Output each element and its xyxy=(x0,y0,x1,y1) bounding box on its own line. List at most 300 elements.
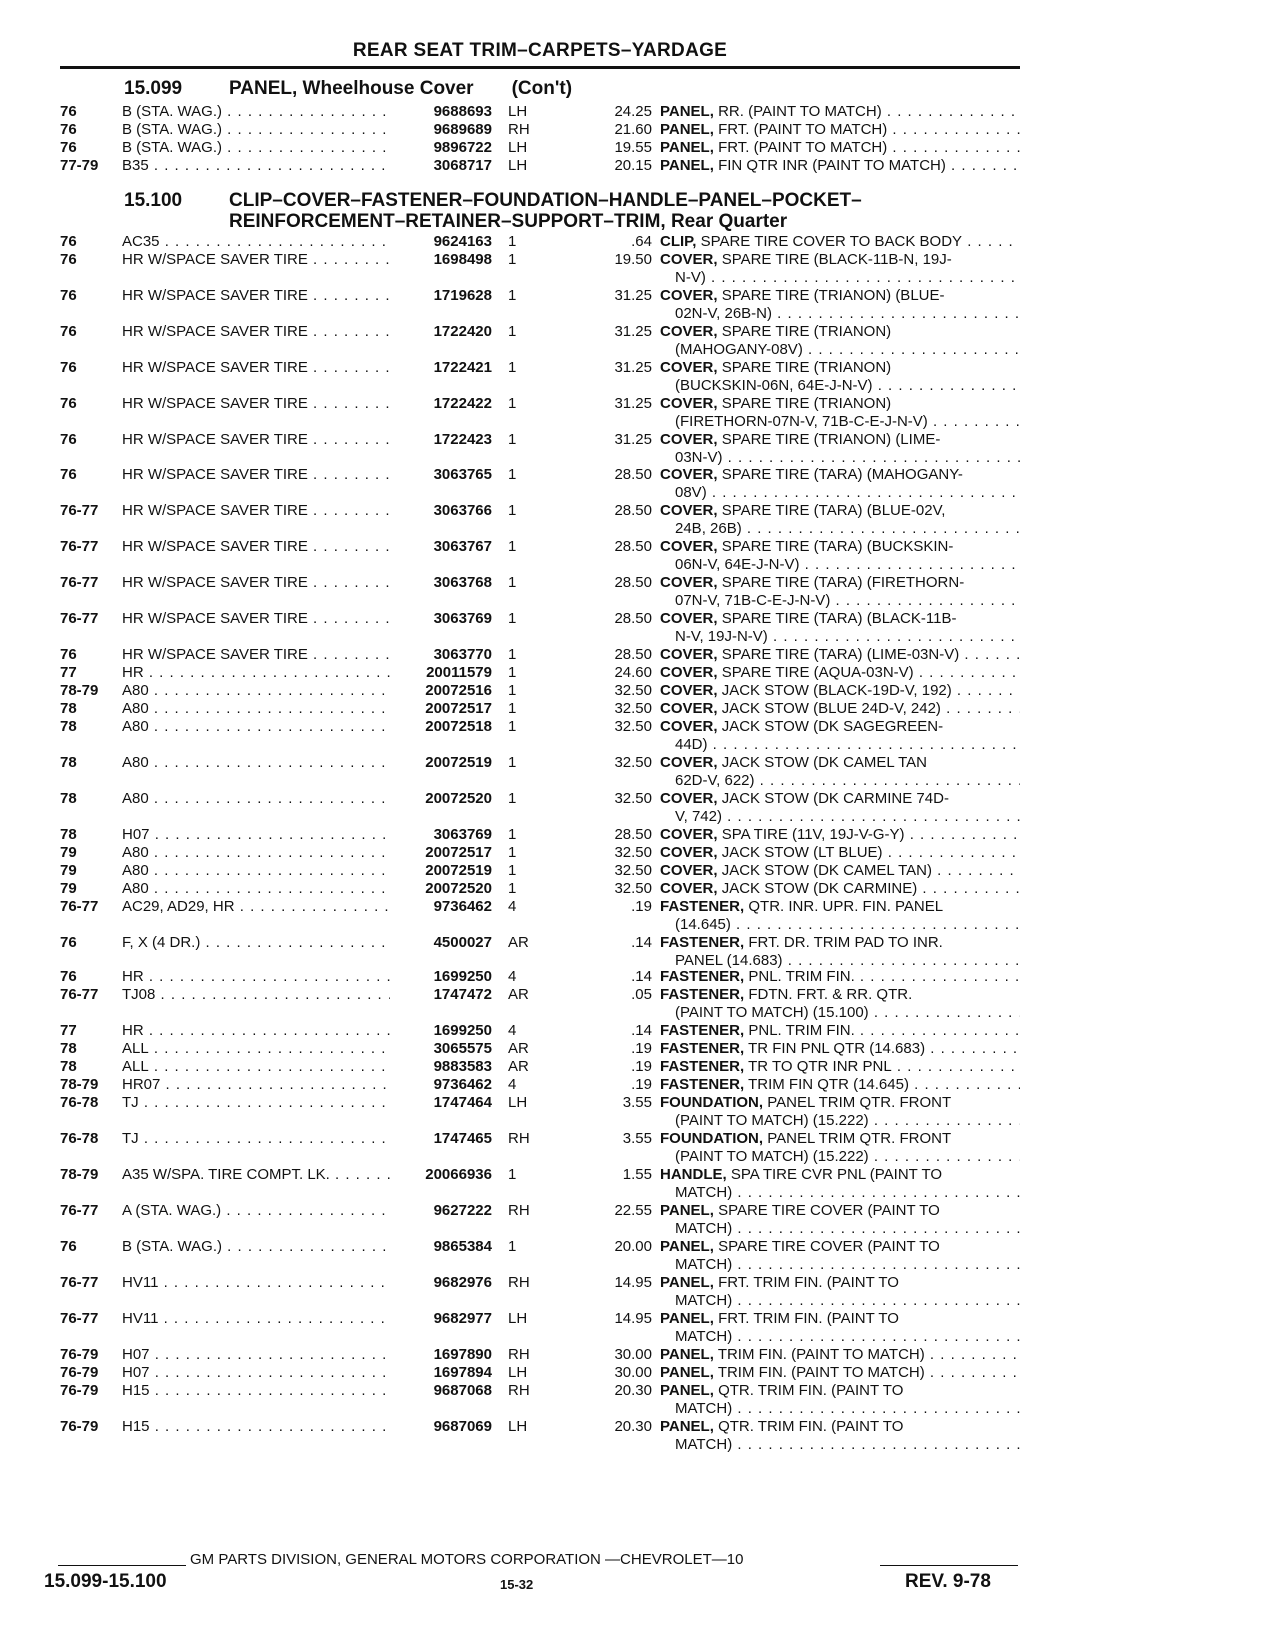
part-detail: FRT. (PAINT TO MATCH) . . . xyxy=(718,121,1020,138)
footer-section-range: 15.099-15.100 xyxy=(44,1571,167,1592)
model-year: 76-77 xyxy=(60,986,99,1003)
price: 28.50 xyxy=(614,826,652,843)
part-detail: SPARE TIRE (TRIANON) xyxy=(721,323,892,340)
part-description xyxy=(660,880,1020,898)
part-detail: JACK STOW (DK CARMINE 74D- xyxy=(721,790,949,807)
part-description xyxy=(660,157,1020,175)
part-detail: QTR. TRIM FIN. (PAINT TO xyxy=(718,1418,904,1435)
part-description-cont: PANEL (14.683) . . . xyxy=(675,952,1020,970)
part-description xyxy=(660,1166,1020,1184)
quantity: 1 xyxy=(508,664,517,681)
quantity: LH xyxy=(508,1310,528,1327)
section-heading xyxy=(124,190,862,232)
price: 3.55 xyxy=(622,1094,652,1111)
table-row xyxy=(60,790,1020,825)
part-detail: JACK STOW (LT BLUE) . . . xyxy=(722,844,1020,861)
part-number: 1699250 xyxy=(390,968,492,986)
price: 32.50 xyxy=(614,682,652,699)
model-code: TJ08 . . . xyxy=(122,986,452,1004)
model-year: 78 xyxy=(60,718,77,735)
part-description xyxy=(660,1346,1020,1364)
price: 19.55 xyxy=(614,139,652,156)
part-type: FASTENER, xyxy=(660,1058,745,1075)
part-number: 20072517 xyxy=(390,844,492,862)
price: .14 xyxy=(631,968,652,985)
price: 32.50 xyxy=(614,790,652,807)
part-description xyxy=(660,754,1020,772)
part-detail: FRT. DR. TRIM PAD TO INR. xyxy=(748,934,943,951)
table-row xyxy=(60,1364,1020,1382)
part-detail: SPARE TIRE (TARA) (MAHOGANY- xyxy=(721,466,963,483)
table-row xyxy=(60,323,1020,358)
part-description-cont: 62D-V, 622) . . . xyxy=(675,772,1020,790)
part-detail: JACK STOW (DK CAMEL TAN xyxy=(721,754,927,771)
model-code: B (STA. WAG.) . . . xyxy=(122,1238,452,1256)
model-year: 76-79 xyxy=(60,1346,99,1363)
part-type: PANEL, xyxy=(660,1310,714,1327)
model-year: 78 xyxy=(60,826,77,843)
part-description xyxy=(660,968,1020,986)
part-description-cont: 24B, 26B) . . . xyxy=(675,520,1020,538)
part-type: FASTENER, xyxy=(660,898,745,915)
part-description xyxy=(660,466,1020,484)
part-description xyxy=(660,790,1020,808)
part-description xyxy=(660,718,1020,736)
part-number: 1697894 xyxy=(390,1364,492,1382)
part-description xyxy=(660,826,1020,844)
part-description xyxy=(660,1382,1020,1400)
part-description xyxy=(660,1418,1020,1436)
quantity: RH xyxy=(508,1274,530,1291)
price: 1.55 xyxy=(622,1166,652,1183)
price: 32.50 xyxy=(614,880,652,897)
model-code: B (STA. WAG.) . . . xyxy=(122,139,452,157)
part-detail: SPARE TIRE COVER (PAINT TO xyxy=(718,1238,940,1255)
model-code: A35 W/SPA. TIRE COMPT. LK. . . . xyxy=(122,1166,452,1184)
part-detail: SPARE TIRE (TRIANON) (LIME- xyxy=(721,431,941,448)
model-year: 76 xyxy=(60,121,77,138)
quantity: RH xyxy=(508,1346,530,1363)
table-row xyxy=(60,466,1020,501)
part-description-cont: 44D) . . . xyxy=(675,736,1020,754)
part-number: 3063770 xyxy=(390,646,492,664)
part-description-cont: MATCH) . . . xyxy=(675,1184,1020,1202)
model-code: B (STA. WAG.) . . . xyxy=(122,103,452,121)
price: 21.60 xyxy=(614,121,652,138)
part-type: PANEL, xyxy=(660,157,714,174)
part-description xyxy=(660,502,1020,520)
quantity: 1 xyxy=(508,1238,517,1255)
table-row xyxy=(60,1094,1020,1129)
table-row xyxy=(60,880,1020,898)
part-detail: JACK STOW (BLACK-19D-V, 192) . . . xyxy=(722,682,1020,699)
quantity: LH xyxy=(508,1418,528,1435)
part-number: 1722423 xyxy=(390,431,492,449)
part-detail: SPARE TIRE (TRIANON) xyxy=(721,395,892,412)
part-number: 20072518 xyxy=(390,718,492,736)
price: .14 xyxy=(631,1022,652,1039)
part-description-cont: 02N-V, 26B-N) . . . xyxy=(675,305,1020,323)
part-type: PANEL, xyxy=(660,139,714,156)
table-row xyxy=(60,862,1020,880)
table-row xyxy=(60,1040,1020,1058)
part-detail: JACK STOW (DK CAMEL TAN) . . . xyxy=(722,862,1020,879)
part-number: 9865384 xyxy=(390,1238,492,1256)
part-type: HANDLE, xyxy=(660,1166,727,1183)
part-number: 9688693 xyxy=(390,103,492,121)
part-detail: FRT. TRIM FIN. (PAINT TO xyxy=(718,1274,899,1291)
part-description xyxy=(660,1058,1020,1076)
part-description-cont: (MAHOGANY-08V) . . . xyxy=(675,341,1020,359)
table-row xyxy=(60,934,1020,969)
part-description-cont: (BUCKSKIN-06N, 64E-J-N-V) . . . xyxy=(675,377,1020,395)
model-code: HR W/SPACE SAVER TIRE . . . xyxy=(122,466,452,484)
price: 22.55 xyxy=(614,1202,652,1219)
price: 24.25 xyxy=(614,103,652,120)
table-row xyxy=(60,1238,1020,1273)
quantity: RH xyxy=(508,1202,530,1219)
quantity: 1 xyxy=(508,610,517,627)
model-code: HV11 . . . xyxy=(122,1274,452,1292)
quantity: 1 xyxy=(508,862,517,879)
model-code: H15 . . . xyxy=(122,1382,452,1400)
part-number: 20072516 xyxy=(390,682,492,700)
quantity: 4 xyxy=(508,1076,517,1093)
part-number: 9687068 xyxy=(390,1382,492,1400)
part-number: 1719628 xyxy=(390,287,492,305)
model-code: H07 . . . xyxy=(122,1364,452,1382)
quantity: 1 xyxy=(508,431,517,448)
part-type: COVER, xyxy=(660,287,718,304)
price: 20.15 xyxy=(614,157,652,174)
quantity: 1 xyxy=(508,287,517,304)
quantity: 1 xyxy=(508,718,517,735)
price: 28.50 xyxy=(614,646,652,663)
model-code: HR W/SPACE SAVER TIRE . . . xyxy=(122,610,452,628)
table-row xyxy=(60,826,1020,844)
model-code: A80 . . . xyxy=(122,844,452,862)
table-row xyxy=(60,395,1020,430)
part-type: COVER, xyxy=(660,466,718,483)
part-number: 20066936 xyxy=(390,1166,492,1184)
table-row xyxy=(60,898,1020,933)
part-detail: FIN QTR INR (PAINT TO MATCH) . . . xyxy=(718,157,1020,174)
quantity: LH xyxy=(508,1364,528,1381)
model-year: 76-77 xyxy=(60,898,99,915)
part-detail: SPARE TIRE (TRIANON) xyxy=(721,359,892,376)
quantity: 1 xyxy=(508,682,517,699)
price: 28.50 xyxy=(614,610,652,627)
model-code: HR W/SPACE SAVER TIRE . . . xyxy=(122,646,452,664)
part-detail: SPARE TIRE (AQUA-03N-V) . . . xyxy=(722,664,1020,681)
part-description xyxy=(660,682,1020,700)
part-detail: SPARE TIRE (TARA) (LIME-03N-V) . . . xyxy=(722,646,1020,663)
model-code: A80 . . . xyxy=(122,880,452,898)
table-row xyxy=(60,1418,1020,1453)
part-description xyxy=(660,574,1020,592)
quantity: LH xyxy=(508,103,528,120)
part-detail: TR FIN PNL QTR (14.683) . . . xyxy=(748,1040,1020,1057)
model-year: 76 xyxy=(60,431,77,448)
section-title-line2: REINFORCEMENT–RETAINER–SUPPORT–TRIM, Rear Quarter xyxy=(229,211,788,232)
model-year: 76 xyxy=(60,466,77,483)
model-year: 76-77 xyxy=(60,1274,99,1291)
model-year: 76-79 xyxy=(60,1418,99,1435)
part-detail: JACK STOW (DK SAGEGREEN- xyxy=(721,718,944,735)
part-detail: FDTN. FRT. & RR. QTR. xyxy=(748,986,913,1003)
model-code: AC29, AD29, HR . . . xyxy=(122,898,452,916)
part-description-cont: 06N-V, 64E-J-N-V) . . . xyxy=(675,556,1020,574)
quantity: LH xyxy=(508,139,528,156)
part-description xyxy=(660,538,1020,556)
quantity: 1 xyxy=(508,538,517,555)
part-description-cont: 07N-V, 71B-C-E-J-N-V) . . . xyxy=(675,592,1020,610)
part-detail: PANEL TRIM QTR. FRONT xyxy=(767,1130,952,1147)
footer-page-number: 15-32 xyxy=(500,1577,534,1592)
price: 20.00 xyxy=(614,1238,652,1255)
footer-rule-left xyxy=(58,1565,186,1566)
part-type: COVER, xyxy=(660,754,718,771)
section-number: 15.099 xyxy=(124,78,183,99)
part-detail: SPA TIRE CVR PNL (PAINT TO xyxy=(730,1166,943,1183)
part-type: PANEL, xyxy=(660,1418,714,1435)
section-title: CLIP–COVER–FASTENER–FOUNDATION–HANDLE–PANEL–POCKET– xyxy=(229,190,862,211)
table-row xyxy=(60,139,1020,157)
part-number: 3063765 xyxy=(390,466,492,484)
part-type: COVER, xyxy=(660,700,718,717)
model-code: HR W/SPACE SAVER TIRE . . . xyxy=(122,574,452,592)
table-row xyxy=(60,233,1020,251)
model-year: 76 xyxy=(60,359,77,376)
model-year: 78 xyxy=(60,790,77,807)
price: 19.50 xyxy=(614,251,652,268)
part-detail: JACK STOW (BLUE 24D-V, 242) . . . xyxy=(722,700,1020,717)
table-row xyxy=(60,986,1020,1021)
part-type: FOUNDATION, xyxy=(660,1130,764,1147)
part-type: PANEL, xyxy=(660,1346,714,1363)
table-row xyxy=(60,646,1020,664)
model-year: 76 xyxy=(60,646,77,663)
part-type: FASTENER, xyxy=(660,1040,745,1057)
part-number: 3063766 xyxy=(390,502,492,520)
part-description-cont: MATCH) . . . xyxy=(675,1400,1020,1418)
table-row xyxy=(60,1382,1020,1417)
price: 32.50 xyxy=(614,700,652,717)
quantity: 1 xyxy=(508,323,517,340)
part-type: COVER, xyxy=(660,251,718,268)
part-number: 1697890 xyxy=(390,1346,492,1364)
model-code: A80 . . . xyxy=(122,790,452,808)
part-description xyxy=(660,700,1020,718)
price: .05 xyxy=(631,986,652,1003)
part-description xyxy=(660,139,1020,157)
part-description-cont: MATCH) . . . xyxy=(675,1436,1020,1454)
table-row xyxy=(60,664,1020,682)
part-detail: PNL. TRIM FIN. . . . xyxy=(748,968,1020,985)
model-year: 76-77 xyxy=(60,502,99,519)
part-type: PANEL, xyxy=(660,1274,714,1291)
part-type: FASTENER, xyxy=(660,934,745,951)
model-year: 76 xyxy=(60,1238,77,1255)
table-row xyxy=(60,359,1020,394)
model-year: 78 xyxy=(60,700,77,717)
model-code: HV11 . . . xyxy=(122,1310,452,1328)
part-description xyxy=(660,986,1020,1004)
part-detail: PANEL TRIM QTR. FRONT xyxy=(767,1094,952,1111)
part-type: PANEL, xyxy=(660,1238,714,1255)
part-description xyxy=(660,233,1020,251)
model-code: HR W/SPACE SAVER TIRE . . . xyxy=(122,538,452,556)
part-detail: TRIM FIN. (PAINT TO MATCH) . . . xyxy=(718,1346,1020,1363)
model-year: 76-78 xyxy=(60,1130,99,1147)
model-year: 76-77 xyxy=(60,538,99,555)
price: 28.50 xyxy=(614,574,652,591)
part-number: 1747472 xyxy=(390,986,492,1004)
part-detail: RR. (PAINT TO MATCH) . . . xyxy=(718,103,1020,120)
price: 28.50 xyxy=(614,502,652,519)
part-type: COVER, xyxy=(660,323,718,340)
model-code: HR07 . . . xyxy=(122,1076,452,1094)
part-detail: SPARE TIRE (TARA) (FIRETHORN- xyxy=(721,574,965,591)
table-row xyxy=(60,844,1020,862)
price: 20.30 xyxy=(614,1382,652,1399)
quantity: LH xyxy=(508,1094,528,1111)
model-code: HR W/SPACE SAVER TIRE . . . xyxy=(122,431,452,449)
quantity: 1 xyxy=(508,233,517,250)
price: 32.50 xyxy=(614,718,652,735)
part-number: 3063769 xyxy=(390,610,492,628)
price: .64 xyxy=(631,233,652,250)
part-description-cont: MATCH) . . . xyxy=(675,1256,1020,1274)
part-detail: SPARE TIRE (TRIANON) (BLUE- xyxy=(721,287,945,304)
footer-revision: REV. 9-78 xyxy=(905,1571,991,1592)
part-number: 9687069 xyxy=(390,1418,492,1436)
table-row xyxy=(60,121,1020,139)
price: .14 xyxy=(631,934,652,951)
model-year: 76 xyxy=(60,968,77,985)
table-row xyxy=(60,251,1020,286)
part-description xyxy=(660,251,1020,269)
model-year: 76 xyxy=(60,233,77,250)
part-description-cont: N-V, 19J-N-V) . . . xyxy=(675,628,1020,646)
price: 31.25 xyxy=(614,431,652,448)
part-detail: JACK STOW (DK CARMINE) . . . xyxy=(722,880,1020,897)
part-description-cont: MATCH) . . . xyxy=(675,1220,1020,1238)
quantity: 4 xyxy=(508,968,517,985)
table-row xyxy=(60,682,1020,700)
model-code: HR W/SPACE SAVER TIRE . . . xyxy=(122,502,452,520)
table-row xyxy=(60,502,1020,537)
part-description-cont: N-V) . . . xyxy=(675,269,1020,287)
part-number: 3063769 xyxy=(390,826,492,844)
table-row xyxy=(60,718,1020,753)
part-type: PANEL, xyxy=(660,121,714,138)
part-type: COVER, xyxy=(660,359,718,376)
table-row xyxy=(60,968,1020,986)
part-number: 4500027 xyxy=(390,934,492,952)
model-year: 76-79 xyxy=(60,1364,99,1381)
part-number: 1722420 xyxy=(390,323,492,341)
price: 3.55 xyxy=(622,1130,652,1147)
model-year: 76-77 xyxy=(60,610,99,627)
table-row xyxy=(60,287,1020,322)
model-year: 78 xyxy=(60,754,77,771)
part-number: 20072517 xyxy=(390,700,492,718)
price: 28.50 xyxy=(614,466,652,483)
price: 20.30 xyxy=(614,1418,652,1435)
part-detail: PNL. TRIM FIN. . . . xyxy=(748,1022,1020,1039)
model-code: HR . . . xyxy=(122,1022,452,1040)
part-number: 9627222 xyxy=(390,1202,492,1220)
model-year: 77 xyxy=(60,1022,77,1039)
model-year: 76 xyxy=(60,287,77,304)
part-detail: SPARE TIRE (BLACK-11B-N, 19J- xyxy=(721,251,952,268)
part-description xyxy=(660,1040,1020,1058)
part-description-cont: (PAINT TO MATCH) (15.222) . . . xyxy=(675,1112,1020,1130)
model-code: F, X (4 DR.) . . . xyxy=(122,934,452,952)
part-description-cont: 03N-V) . . . xyxy=(675,449,1020,467)
model-year: 77-79 xyxy=(60,157,99,174)
quantity: AR xyxy=(508,934,529,951)
section-continued: (Con't) xyxy=(511,78,573,99)
part-type: COVER, xyxy=(660,718,718,735)
model-code: H07 . . . xyxy=(122,1346,452,1364)
part-description xyxy=(660,431,1020,449)
part-description-cont: MATCH) . . . xyxy=(675,1292,1020,1310)
part-number: 9682976 xyxy=(390,1274,492,1292)
part-description xyxy=(660,610,1020,628)
part-detail: QTR. INR. UPR. FIN. PANEL xyxy=(748,898,944,915)
model-year: 76-77 xyxy=(60,1310,99,1327)
part-description xyxy=(660,1130,1020,1148)
part-type: FASTENER, xyxy=(660,986,745,1003)
part-description-cont: 08V) . . . xyxy=(675,484,1020,502)
model-code: ALL . . . xyxy=(122,1040,452,1058)
price: 31.25 xyxy=(614,287,652,304)
model-code: TJ . . . xyxy=(122,1130,452,1148)
quantity: AR xyxy=(508,986,529,1003)
page-title: REAR SEAT TRIM–CARPETS–YARDAGE xyxy=(352,40,728,61)
part-number: 9896722 xyxy=(390,139,492,157)
model-year: 76-79 xyxy=(60,1382,99,1399)
part-type: COVER, xyxy=(660,790,718,807)
part-number: 1747465 xyxy=(390,1130,492,1148)
part-description xyxy=(660,934,1020,952)
price: 31.25 xyxy=(614,359,652,376)
model-year: 76-77 xyxy=(60,1202,99,1219)
part-type: COVER, xyxy=(660,826,718,843)
part-description xyxy=(660,1022,1020,1040)
part-detail: TR TO QTR INR PNL . . . xyxy=(748,1058,1020,1075)
part-detail: FRT. (PAINT TO MATCH) . . . xyxy=(718,139,1020,156)
model-year: 76 xyxy=(60,934,77,951)
part-description xyxy=(660,862,1020,880)
quantity: 1 xyxy=(508,754,517,771)
part-number: 1699250 xyxy=(390,1022,492,1040)
model-code: H07 . . . xyxy=(122,826,452,844)
model-year: 76 xyxy=(60,103,77,120)
part-number: 20072519 xyxy=(390,754,492,772)
part-number: 1722422 xyxy=(390,395,492,413)
part-type: COVER, xyxy=(660,862,718,879)
part-number: 3068717 xyxy=(390,157,492,175)
part-detail: TRIM FIN QTR (14.645) . . . xyxy=(748,1076,1020,1093)
part-description xyxy=(660,1094,1020,1112)
part-description xyxy=(660,844,1020,862)
table-row xyxy=(60,700,1020,718)
quantity: 1 xyxy=(508,574,517,591)
part-number: 9883583 xyxy=(390,1058,492,1076)
